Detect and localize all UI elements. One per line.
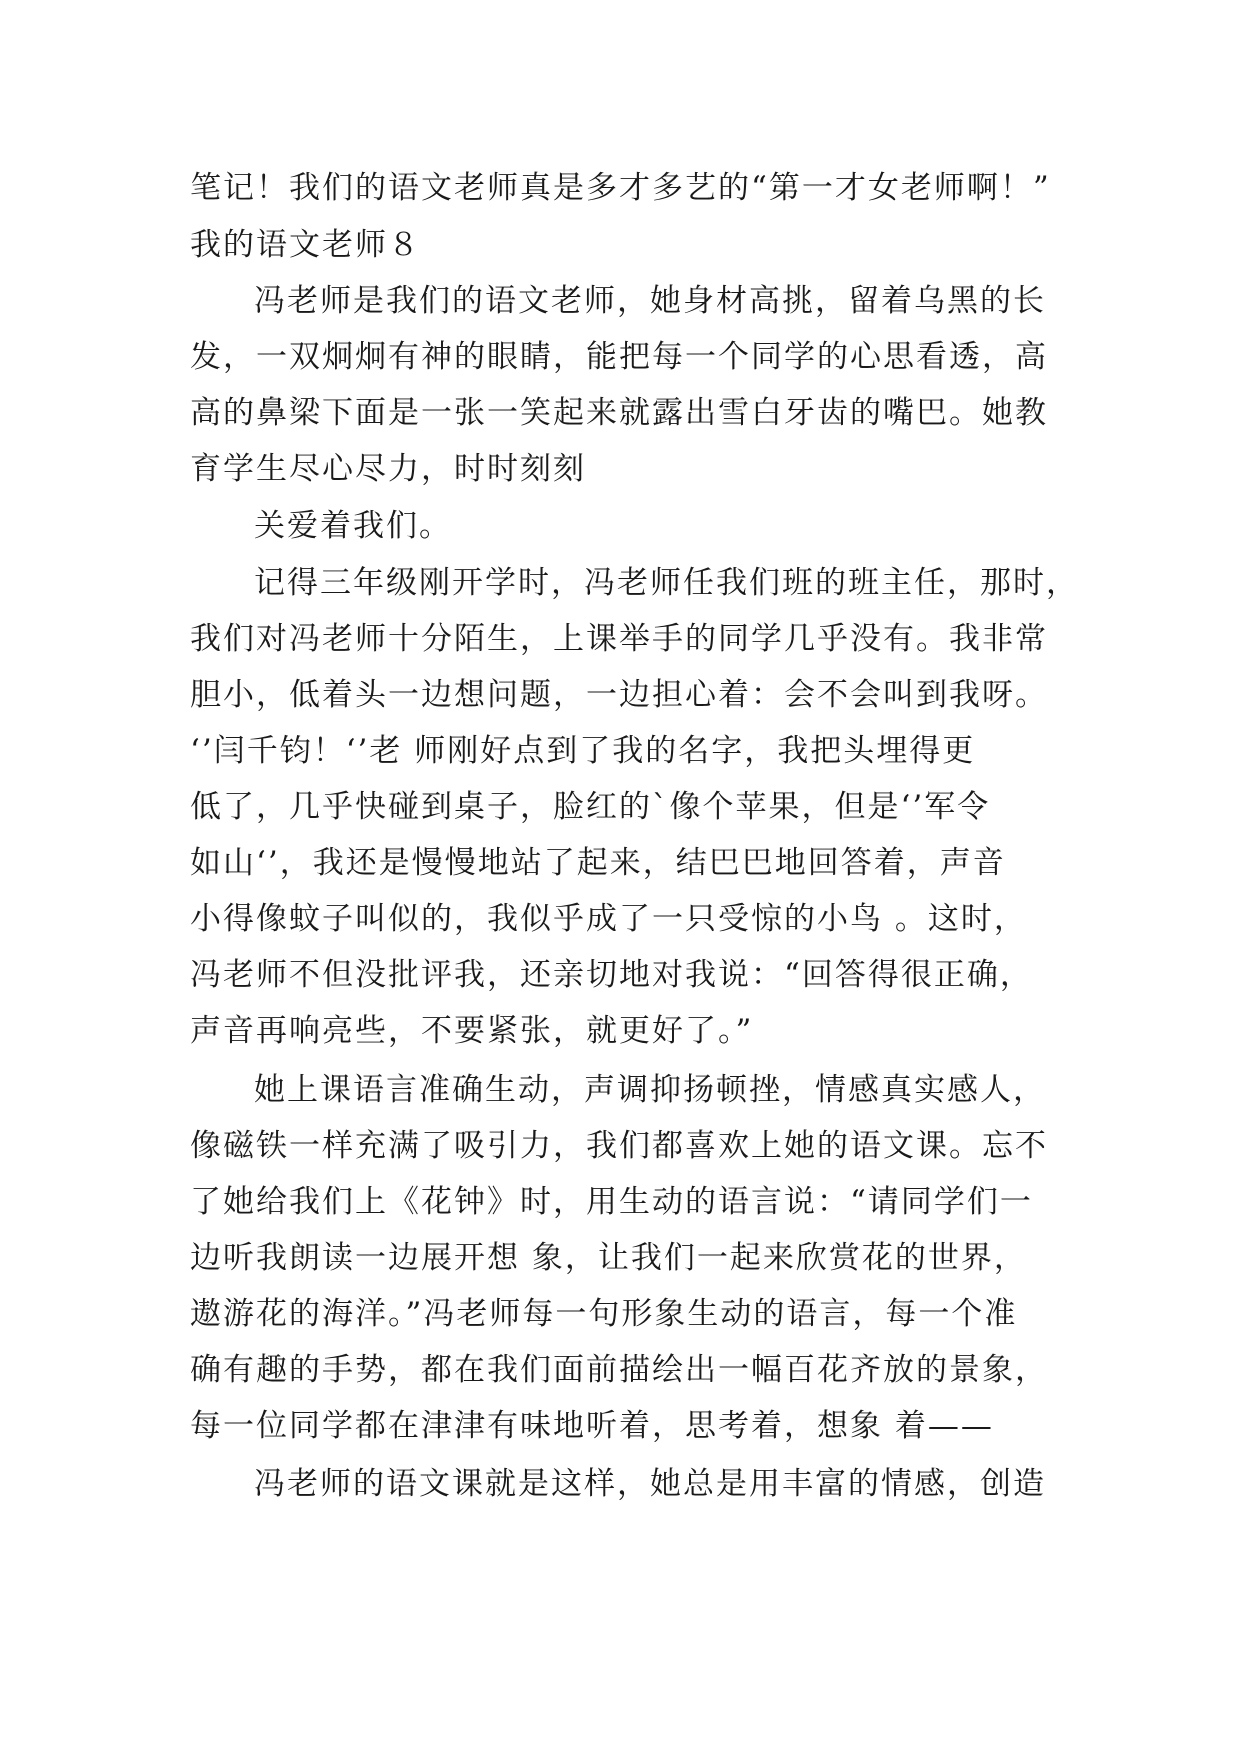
paragraph-start: 关爱着我们。 bbox=[254, 508, 452, 544]
text-line: 遨游花的海洋。”冯老师每一句形象生动的语言，每一个准 bbox=[190, 1296, 1018, 1332]
text-line: 低了，几乎快碰到桌子，脸红的`像个苹果，但是‘’军令 bbox=[190, 789, 991, 825]
paragraph-start: 冯老师的语文课就是这样，她总是用丰富的情感，创造 bbox=[254, 1466, 1046, 1502]
text-line: 育学生尽心尽力，时时刻刻 bbox=[190, 451, 586, 487]
text-line: 如山‘’，我还是慢慢地站了起来，结巴巴地回答着，声音 bbox=[190, 845, 1006, 881]
paragraph-start: 记得三年级刚开学时，冯老师任我们班的班主任，那时， bbox=[254, 565, 1079, 601]
text-line: 小得像蚊子叫似的，我似乎成了一只受惊的小鸟 。这时， bbox=[190, 901, 1027, 937]
text-line: 我们对冯老师十分陌生，上课举手的同学几乎没有。我非常 bbox=[190, 621, 1048, 657]
text-line: 每一位同学都在津津有味地听着，思考着，想象 着—— bbox=[190, 1408, 994, 1444]
text-line: ‘’闫千钧！‘’老 师刚好点到了我的名字，我把头埋得更 bbox=[190, 733, 976, 769]
text-line: 了她给我们上《花钟》时，用生动的语言说：“请同学们一 bbox=[190, 1184, 1033, 1220]
text-line: 冯老师不但没批评我，还亲切地对我说：“回答得很正确， bbox=[190, 957, 1033, 993]
text-line: 声音再响亮些，不要紧张，就更好了。” bbox=[190, 1013, 754, 1049]
paragraph-start: 她上课语言准确生动，声调抑扬顿挫，情感真实感人， bbox=[254, 1072, 1046, 1108]
section-heading: 我的语文老师８ bbox=[190, 227, 421, 263]
paragraph-start: 冯老师是我们的语文老师，她身材高挑，留着乌黑的长 bbox=[254, 283, 1046, 319]
text-line: 高的鼻梁下面是一张一笑起来就露出雪白牙齿的嘴巴。她教 bbox=[190, 395, 1048, 431]
text-line: 发，一双炯炯有神的眼睛，能把每一个同学的心思看透，高 bbox=[190, 339, 1048, 375]
text-line: 像磁铁一样充满了吸引力，我们都喜欢上她的语文课。忘不 bbox=[190, 1128, 1048, 1164]
text-line: 确有趣的手势，都在我们面前描绘出一幅百花齐放的景象， bbox=[190, 1352, 1048, 1388]
text-line: 边听我朗读一边展开想 象，让我们一起来欣赏花的世界， bbox=[190, 1240, 1027, 1276]
text-line: 笔记！我们的语文老师真是多才多艺的“第一才女老师啊！” bbox=[190, 170, 1051, 206]
text-line: 胆小，低着头一边想问题，一边担心着：会不会叫到我呀。 bbox=[190, 677, 1048, 713]
